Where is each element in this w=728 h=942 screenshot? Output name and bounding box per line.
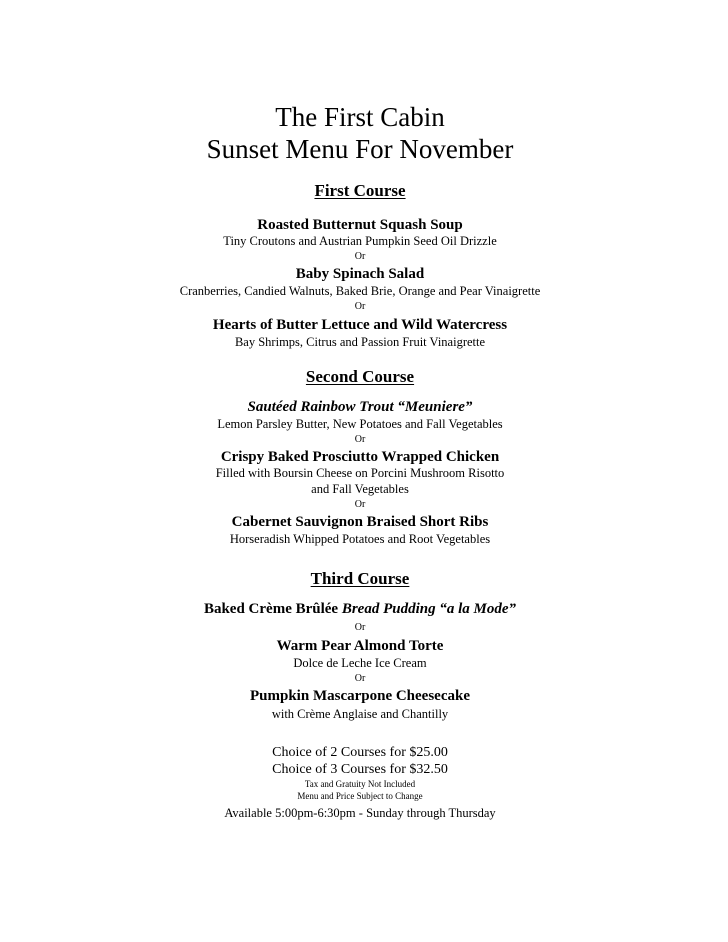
first-course-heading: First Course [314,181,406,200]
dish-description: Filled with Boursin Cheese on Porcini Mushroom Risotto [215,466,505,480]
dish-name-italic: Bread Pudding “a la Mode” [341,601,517,617]
dish-description: Tiny Croutons and Austrian Pumpkin Seed Oil Drizzle [223,234,497,248]
dish-name: Sautéed Rainbow Trout “Meuniere” [247,399,473,415]
dish-name: Roasted Butternut Squash Soup [257,217,463,233]
dish-name: Crispy Baked Prosciutto Wrapped Chicken [220,449,500,465]
or-separator: Or [354,301,366,312]
dish-description: Horseradish Whipped Potatoes and Root Vegetables [229,532,491,546]
price-three-courses: Choice of 3 Courses for $32.50 [272,762,448,777]
dish-description: and Fall Vegetables [311,482,409,496]
dish-name: Pumpkin Mascarpone Cheesecake [250,688,470,704]
or-separator: Or [354,499,366,510]
or-separator: Or [354,673,366,684]
dish-description: Dolce de Leche Ice Cream [293,656,427,670]
dish-name: Baby Spinach Salad [295,266,425,282]
or-separator: Or [354,434,366,445]
or-separator: Or [354,622,366,633]
dish-name [0,602,720,617]
price-two-courses: Choice of 2 Courses for $25.00 [272,745,448,760]
dish-name: Warm Pear Almond Torte [276,638,444,654]
dish-description: Lemon Parsley Butter, New Potatoes and Fall Vegetables [217,417,503,431]
second-course-heading: Second Course [305,367,415,386]
restaurant-name: The First Cabin [275,102,445,132]
or-separator: Or [354,251,366,262]
third-course-heading: Third Course [310,569,410,588]
availability-hours: Available 5:00pm-6:30pm - Sunday through Thursday [224,806,496,820]
tax-note: Tax and Gratuity Not Included [304,779,416,789]
dish-name: Cabernet Sauvignon Braised Short Ribs [231,514,489,530]
dish-name: Hearts of Butter Lettuce and Wild Watercress [212,317,508,333]
dish-description: with Crème Anglaise and Chantilly [271,707,449,721]
dish-description: Cranberries, Candied Walnuts, Baked Brie, Orange and Pear Vinaigrette [179,284,541,298]
menu-title: Sunset Menu For November [206,134,514,164]
dish-description: Bay Shrimps, Citrus and Passion Fruit Vinaigrette [234,335,486,349]
dish-name-bold: Baked Crème Brûlée [203,601,339,617]
change-note: Menu and Price Subject to Change [297,791,423,801]
